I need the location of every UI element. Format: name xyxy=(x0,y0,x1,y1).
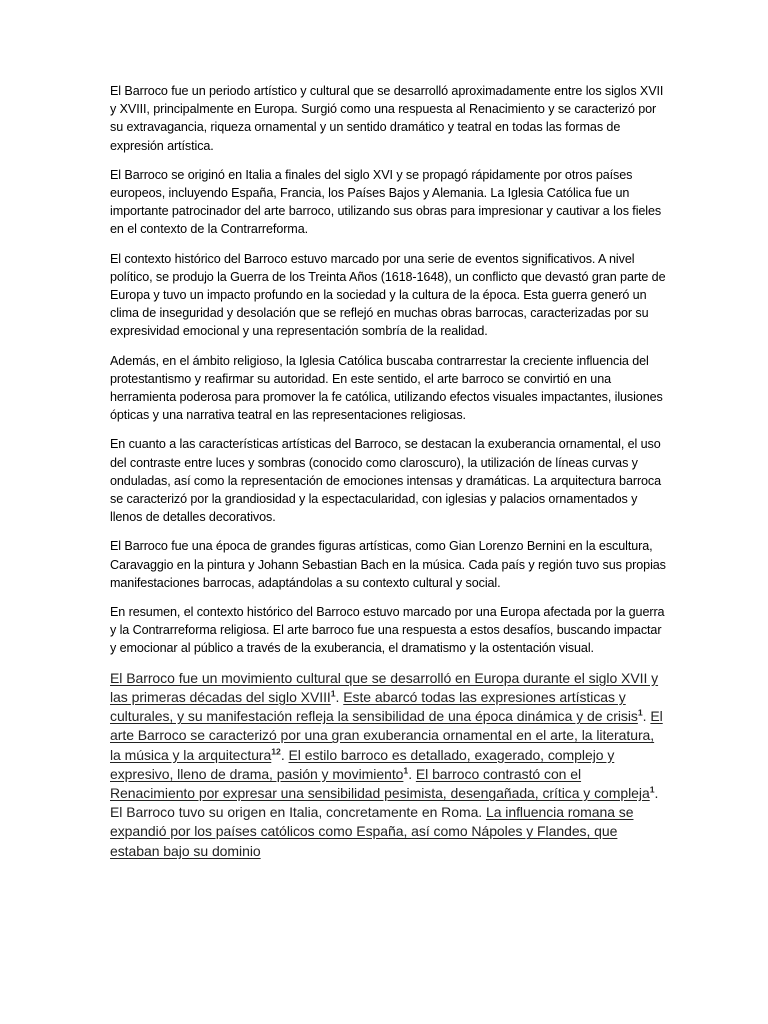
citation-ref-3[interactable]: 12 xyxy=(271,745,281,756)
citation-ref-5[interactable]: 1 xyxy=(649,784,655,795)
paragraph-3: El contexto histórico del Barroco estuvo marcado por una serie de eventos significativos. A nivel político, se produjo la Guerra de los Treinta Años (1618-1648), un conflicto que devastó gran parte de Europa y tuvo un impacto profundo en la sociedad y la cultura de la época. Esta guerra generó un clima de inseguridad y desolación que se reflejó en muchas obras barrocas, caracterizadas por su expresividad emocional y una representación sombría de la realidad. xyxy=(110,251,666,339)
cited-sentence-3: El arte Barroco se caracterizó por una gran exuberancia ornamental en el arte, la literatura, la música y la arquitectura xyxy=(110,708,663,763)
plain-sentence-6: El Barroco tuvo su origen en Italia, concretamente en Roma. xyxy=(110,804,483,821)
paragraph-6: El Barroco fue una época de grandes figuras artísticas, como Gian Lorenzo Bernini en la escultura, Caravaggio en la pintura y Johann Sebastian Bach en la música. Cada país y región tuvo sus propias manifestaciones barrocas, adaptándolas a su contexto cultural y social. xyxy=(110,539,666,590)
cited-sentence-2: Este abarcó todas las expresiones artísticas y culturales, y su manifestación refleja la sensibilidad de una época dinámica y de crisis xyxy=(110,688,638,725)
paragraph-1: El Barroco fue un periodo artístico y cultural que se desarrolló aproximadamente entre los siglos XVII y XVIII, principalmente en Europa. Surgió como una respuesta al Renacimiento y se caracterizó por su extravagancia, riqueza ornamental y un sentido dramático y teatral en todas las formas de expresión artística. xyxy=(110,84,664,153)
cited-paragraph: El Barroco fue un movimiento cultural que se desarrolló en Europa durante el siglo XVII y las primeras décadas del siglo XVIII$^1$. Este abarcó todas las expresiones artísticas y culturales, y su manifestación refleja la sensibilidad de una época dinámica y de crisis$^1$. El arte Barroco se caracterizó por una gran exuberancia ornamental en el arte, la literatura, la música y la arquitectura$^{12}$. El estilo barroco es detallado, exagerado, complejo y expresivo, lleno de drama, pasión y movimiento$^1$. El barroco contrastó con el Renacimiento por expresar una sensibilidad pesimista, desengañada, crítica y compleja$^1$. El Barroco tuvo su origen en Italia, concretamente en Roma. La influencia romana se expandió por los países católicos como España, así como Nápoles y Flandes, que estaban bajo su dominio xyxy=(110,669,663,859)
paragraph-4: Además, en el ámbito religioso, la Iglesia Católica buscaba contrarrestar la creciente influencia del protestantismo y reafirmar su autoridad. En este sentido, el arte barroco se convirtió en una herramienta poderosa para promover la fe católica, utilizando efectos visuales impactantes, ilusiones ópticas y una narrativa teatral en las representaciones religiosas. xyxy=(110,353,663,423)
paragraph-5: En cuanto a las características artísticas del Barroco, se destacan la exuberancia ornamental, el uso del contraste entre luces y sombras (conocido como claroscuro), la utilización de líneas curvas y onduladas, así como la representación de emociones intensas y dramáticas. La arquitectura barroca se caracterizó por la grandiosidad y la espectacularidad, con iglesias y palacios ornamentados y llenos de detalles decorativos. xyxy=(110,437,662,525)
cited-sentence-4: El estilo barroco es detallado, exagerado, complejo y expresivo, lleno de drama, pasión y movimiento xyxy=(110,746,615,782)
cited-sentence-1: El Barroco fue un movimiento cultural que se desarrolló en Europa durante el siglo XVII y las primeras décadas del siglo XVIII xyxy=(110,669,659,705)
citation-ref-2[interactable]: 1 xyxy=(637,707,643,718)
citation-ref-4[interactable]: 1 xyxy=(403,765,409,776)
citation-ref-1[interactable]: 1 xyxy=(330,688,336,699)
paragraph-7: En resumen, el contexto histórico del Barroco estuvo marcado por una Europa afectada por la guerra y la Contrarreforma religiosa. El arte barroco fue una respuesta a estos desafíos, buscando impactar y emocionar al público a través de la exuberancia, el dramatismo y la ostentación visual. xyxy=(110,605,665,656)
paragraph-2: El Barroco se originó en Italia a finales del siglo XVI y se propagó rápidamente por otros países europeos, incluyendo España, Francia, los Países Bajos y Alemania. La Iglesia Católica fue un importante patrocinador del arte barroco, utilizando sus obras para impresionar y cautivar a los fieles en el contexto de la Contrarreforma. xyxy=(110,167,662,237)
cited-sentence-5: El barroco contrastó con el Renacimiento por expresar una sensibilidad pesimista, desengañada, crítica y compleja xyxy=(110,765,650,801)
cited-sentence-7: La influencia romana se expandió por los países católicos como España, así como Nápoles y Flandes, que estaban bajo su dominio xyxy=(110,804,634,859)
